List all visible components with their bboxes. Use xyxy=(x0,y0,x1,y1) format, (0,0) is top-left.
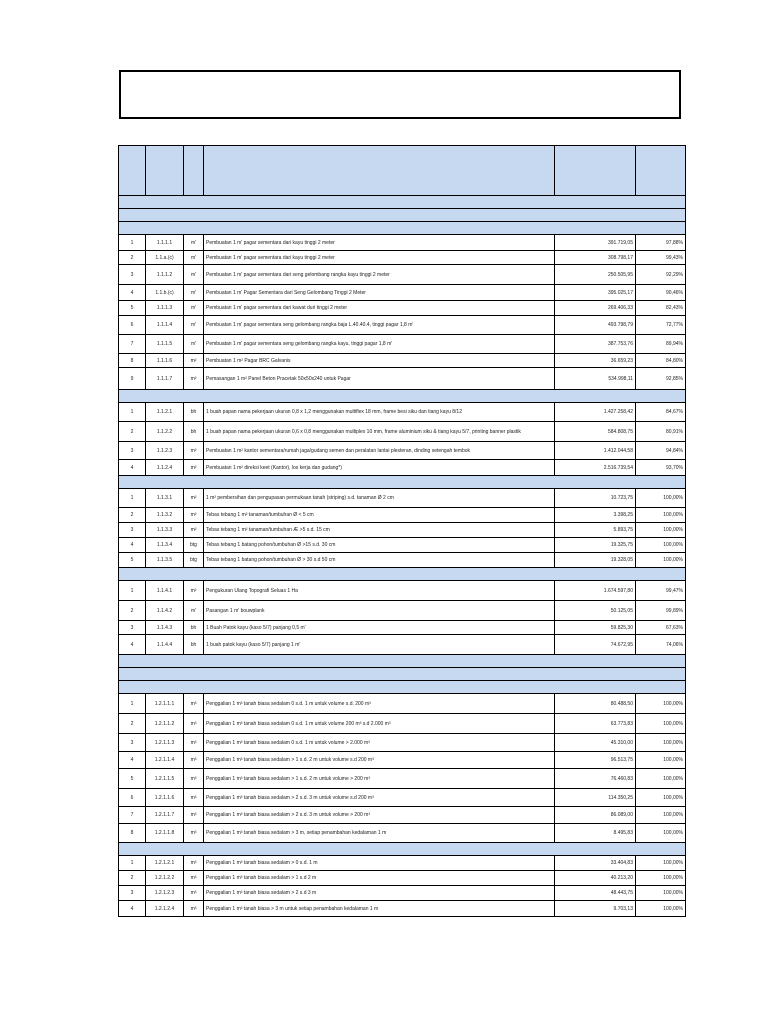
table-row xyxy=(119,769,686,789)
cell-price: 1.412.044,58 xyxy=(555,442,636,460)
section-band-row xyxy=(119,222,686,235)
cell-percent: 100,00% xyxy=(636,489,686,508)
cell-code: 1.2.1.1.6 xyxy=(146,789,184,807)
cell-code: 1.1.2.1 xyxy=(146,403,184,422)
cell-no: 2 xyxy=(119,422,146,442)
cell-description: Pemasangan 1 m² Panel Beton Pracetak 50x50x240 untuk Pagar xyxy=(204,368,555,390)
cell-percent: 72,77% xyxy=(636,316,686,335)
cell-percent: 100,00% xyxy=(636,789,686,807)
cell-percent: 84,80% xyxy=(636,354,686,368)
cell-percent: 100,00% xyxy=(636,871,686,886)
cell-no: 4 xyxy=(119,285,146,301)
cell-unit: m² xyxy=(184,442,204,460)
section-band-cell xyxy=(119,568,686,581)
table-row xyxy=(119,442,686,460)
cell-price: 1.427.258,42 xyxy=(555,403,636,422)
cell-description: Penggalian 1 m³ tanah biasa sedalam 0 s.d. 1 m untuk volume 200 m³ s.d 2.000 m³ xyxy=(204,714,555,734)
cell-no: 2 xyxy=(119,871,146,886)
cell-unit: m² xyxy=(184,489,204,508)
cell-price: 45.310,00 xyxy=(555,734,636,752)
cell-code: 1.1.3.2 xyxy=(146,508,184,523)
header-cell-no xyxy=(119,146,146,196)
cell-code: 1.2.1.2.2 xyxy=(146,871,184,886)
cell-unit: btg xyxy=(184,538,204,553)
table-row xyxy=(119,789,686,807)
cell-percent: 100,00% xyxy=(636,553,686,568)
cell-no: 3 xyxy=(119,523,146,538)
cell-no: 1 xyxy=(119,403,146,422)
section-band-row xyxy=(119,655,686,668)
cell-unit: m' xyxy=(184,601,204,621)
cell-unit: m³ xyxy=(184,769,204,789)
cell-price: 33.404,83 xyxy=(555,856,636,871)
table-row xyxy=(119,316,686,335)
table-row xyxy=(119,807,686,824)
table-row xyxy=(119,694,686,714)
section-band-cell xyxy=(119,655,686,668)
cell-unit: btg xyxy=(184,553,204,568)
cell-unit: m' xyxy=(184,251,204,265)
cell-unit: m³ xyxy=(184,901,204,917)
cell-description: 1 buah papan nama pekerjaan ukuran 0,6 x 0,8 menggunakan multiplex 10 mm, frame aluminium siku & tiang kayu 5/7, printing banner plastik xyxy=(204,422,555,442)
cell-percent: 100,00% xyxy=(636,694,686,714)
cell-no: 5 xyxy=(119,553,146,568)
section-band-row xyxy=(119,390,686,403)
cell-percent: 67,63% xyxy=(636,621,686,635)
cell-unit: m³ xyxy=(184,807,204,824)
section-band-row xyxy=(119,568,686,581)
table-row xyxy=(119,621,686,635)
cell-percent: 100,00% xyxy=(636,508,686,523)
cell-no: 1 xyxy=(119,581,146,601)
price-table xyxy=(118,145,686,917)
cell-code: 1.1.1.7 xyxy=(146,368,184,390)
cell-price: 19.328,05 xyxy=(555,553,636,568)
cell-code: 1.1.3.5 xyxy=(146,553,184,568)
cell-no: 4 xyxy=(119,635,146,655)
cell-price: 493.798,79 xyxy=(555,316,636,335)
cell-unit: m² xyxy=(184,354,204,368)
section-band-cell xyxy=(119,390,686,403)
cell-price: 114.350,25 xyxy=(555,789,636,807)
cell-unit: bh xyxy=(184,422,204,442)
cell-no: 3 xyxy=(119,265,146,285)
cell-no: 2 xyxy=(119,251,146,265)
cell-code: 1.1.2.2 xyxy=(146,422,184,442)
section-band-cell xyxy=(119,681,686,694)
cell-code: 1.1.1.3 xyxy=(146,301,184,316)
cell-description: Pasangan 1 m' bouwplank xyxy=(204,601,555,621)
cell-no: 7 xyxy=(119,335,146,354)
table-row xyxy=(119,335,686,354)
cell-price: 250.505,95 xyxy=(555,265,636,285)
cell-description: Penggalian 1 m³ tanah biasa sedalam > 1 s.d. 2 m untuk volume s.d 200 m³ xyxy=(204,752,555,769)
cell-code: 1.1.b.(c) xyxy=(146,285,184,301)
cell-unit: m² xyxy=(184,508,204,523)
cell-code: 1.1.4.2 xyxy=(146,601,184,621)
cell-no: 6 xyxy=(119,789,146,807)
cell-price: 80.488,50 xyxy=(555,694,636,714)
cell-price: 36.659,23 xyxy=(555,354,636,368)
cell-price: 1.674.597,80 xyxy=(555,581,636,601)
cell-no: 4 xyxy=(119,901,146,917)
cell-no: 4 xyxy=(119,538,146,553)
cell-code: 1.2.1.1.3 xyxy=(146,734,184,752)
cell-percent: 97,88% xyxy=(636,235,686,251)
cell-unit: m³ xyxy=(184,734,204,752)
table-row xyxy=(119,601,686,621)
cell-no: 3 xyxy=(119,621,146,635)
cell-percent: 94,84% xyxy=(636,442,686,460)
table-row xyxy=(119,301,686,316)
cell-price: 584.808,75 xyxy=(555,422,636,442)
cell-percent: 100,00% xyxy=(636,523,686,538)
header-cell-percent xyxy=(636,146,686,196)
cell-percent: 90,46% xyxy=(636,285,686,301)
cell-price: 3.398,25 xyxy=(555,508,636,523)
table-row xyxy=(119,714,686,734)
table-row xyxy=(119,734,686,752)
table-row xyxy=(119,354,686,368)
cell-no: 1 xyxy=(119,235,146,251)
cell-unit: m² xyxy=(184,523,204,538)
section-band-cell xyxy=(119,843,686,856)
cell-description: Tebas tebang 1 m² tanaman/tumbuhan Ø < 5 cm xyxy=(204,508,555,523)
section-band-cell xyxy=(119,209,686,222)
cell-no: 2 xyxy=(119,714,146,734)
cell-description: Pembuatan 1 m² direksi keet (Kantor), los kerja dan gudang*) xyxy=(204,460,555,476)
table-row xyxy=(119,265,686,285)
cell-unit: m' xyxy=(184,335,204,354)
table-row xyxy=(119,251,686,265)
cell-percent: 100,00% xyxy=(636,734,686,752)
cell-description: Pembuatan 1 m² Pagar BRC Galvanis xyxy=(204,354,555,368)
cell-price: 86.089,00 xyxy=(555,807,636,824)
cell-price: 48.443,75 xyxy=(555,886,636,901)
cell-percent: 84,67% xyxy=(636,403,686,422)
cell-description: Pembuatan 1 m' pagar sementara dari seng gelombang rangka kayu tinggi 2 meter xyxy=(204,265,555,285)
cell-description: 1 Buah Patok kayu (kaso 5/7) panjang 0,5 m' xyxy=(204,621,555,635)
cell-description: 1 buah patok kayu (kaso 5/7) panjang 1 m' xyxy=(204,635,555,655)
table-row xyxy=(119,489,686,508)
section-band-cell xyxy=(119,668,686,681)
cell-price: 391.719,05 xyxy=(555,235,636,251)
cell-percent: 89,94% xyxy=(636,335,686,354)
header-cell-code xyxy=(146,146,184,196)
cell-unit: m' xyxy=(184,301,204,316)
cell-description: Penggalian 1 m³ tanah biasa sedalam > 0 s.d. 1 m xyxy=(204,856,555,871)
cell-unit: m³ xyxy=(184,694,204,714)
cell-code: 1.1.1.4 xyxy=(146,316,184,335)
cell-unit: bh xyxy=(184,621,204,635)
cell-percent: 100,00% xyxy=(636,856,686,871)
cell-no: 1 xyxy=(119,856,146,871)
table-row xyxy=(119,508,686,523)
cell-price: 76.460,83 xyxy=(555,769,636,789)
cell-description: Tebas tebang 1 batang pohon/tumbuhan Ø >15 s.d. 30 cm xyxy=(204,538,555,553)
section-band-row xyxy=(119,668,686,681)
table-row xyxy=(119,553,686,568)
cell-no: 8 xyxy=(119,824,146,843)
cell-percent: 82,43% xyxy=(636,301,686,316)
table-row xyxy=(119,285,686,301)
cell-no: 4 xyxy=(119,752,146,769)
section-band-cell xyxy=(119,222,686,235)
cell-code: 1.1.a.(c) xyxy=(146,251,184,265)
cell-no: 1 xyxy=(119,489,146,508)
cell-percent: 100,00% xyxy=(636,886,686,901)
cell-description: Penggalian 1 m³ tanah biasa sedalam > 3 m, setiap penambahan kedalaman 1 m xyxy=(204,824,555,843)
table-row xyxy=(119,635,686,655)
cell-percent: 99,47% xyxy=(636,581,686,601)
cell-price: 387.753,76 xyxy=(555,335,636,354)
cell-code: 1.1.3.1 xyxy=(146,489,184,508)
cell-price: 50.125,05 xyxy=(555,601,636,621)
cell-code: 1.2.1.2.1 xyxy=(146,856,184,871)
table-row xyxy=(119,871,686,886)
cell-unit: m' xyxy=(184,235,204,251)
table-row xyxy=(119,422,686,442)
cell-code: 1.1.4.1 xyxy=(146,581,184,601)
cell-description: Penggalian 1 m³ tanah biasa sedalam > 2 s.d 3 m xyxy=(204,886,555,901)
cell-percent: 99,43% xyxy=(636,251,686,265)
cell-price: 8.495,83 xyxy=(555,824,636,843)
cell-no: 8 xyxy=(119,354,146,368)
cell-unit: m³ xyxy=(184,714,204,734)
cell-no: 1 xyxy=(119,694,146,714)
cell-description: 1 m² pembersihan dan pengupasan permukaan tanah (striping) s.d. tanaman Ø 2 cm xyxy=(204,489,555,508)
cell-no: 6 xyxy=(119,316,146,335)
cell-no: 9 xyxy=(119,368,146,390)
table-row xyxy=(119,856,686,871)
cell-description: Penggalian 1 m³ tanah biasa sedalam > 1 s.d 2 m xyxy=(204,871,555,886)
cell-percent: 100,00% xyxy=(636,769,686,789)
cell-unit: m² xyxy=(184,460,204,476)
cell-price: 10.723,75 xyxy=(555,489,636,508)
cell-no: 2 xyxy=(119,601,146,621)
cell-price: 59.825,30 xyxy=(555,621,636,635)
cell-percent: 100,00% xyxy=(636,824,686,843)
cell-price: 395.025,17 xyxy=(555,285,636,301)
cell-no: 3 xyxy=(119,734,146,752)
cell-description: Tebas tebang 1 batang pohon/tumbuhan Ø > 30 s.d 50 cm xyxy=(204,553,555,568)
section-band-cell xyxy=(119,196,686,209)
section-band-row xyxy=(119,196,686,209)
cell-code: 1.1.4.3 xyxy=(146,621,184,635)
cell-unit: bh xyxy=(184,635,204,655)
cell-price: 269.406,33 xyxy=(555,301,636,316)
cell-code: 1.1.1.6 xyxy=(146,354,184,368)
table-row xyxy=(119,403,686,422)
cell-code: 1.1.1.2 xyxy=(146,265,184,285)
cell-code: 1.1.3.3 xyxy=(146,523,184,538)
cell-price: 2.516.739,54 xyxy=(555,460,636,476)
cell-code: 1.1.2.3 xyxy=(146,442,184,460)
cell-percent: 100,00% xyxy=(636,752,686,769)
cell-unit: m³ xyxy=(184,886,204,901)
cell-unit: m³ xyxy=(184,789,204,807)
cell-unit: m³ xyxy=(184,856,204,871)
cell-unit: m² xyxy=(184,581,204,601)
cell-code: 1.2.1.1.2 xyxy=(146,714,184,734)
header-cell-unit xyxy=(184,146,204,196)
cell-description: Pembuatan 1 m² kantor sementara/rumah jaga/gudang semen dan peralatan lantai plesteran, dinding setengah tembok xyxy=(204,442,555,460)
table-row xyxy=(119,886,686,901)
cell-description: Penggalian 1 m³ tanah biasa sedalam > 1 s.d. 2 m untuk volume > 200 m³ xyxy=(204,769,555,789)
table-row xyxy=(119,581,686,601)
cell-percent: 92,85% xyxy=(636,368,686,390)
cell-unit: m' xyxy=(184,316,204,335)
table-row xyxy=(119,523,686,538)
cell-unit: m' xyxy=(184,265,204,285)
cell-code: 1.2.1.1.4 xyxy=(146,752,184,769)
cell-price: 74.672,95 xyxy=(555,635,636,655)
cell-no: 3 xyxy=(119,442,146,460)
cell-price: 19.325,75 xyxy=(555,538,636,553)
cell-no: 2 xyxy=(119,508,146,523)
cell-price: 63.773,83 xyxy=(555,714,636,734)
section-band-cell xyxy=(119,476,686,489)
cell-description: Pembuatan 1 m' Pagar Sementara dari Seng Gelombang Tinggi 2 Meter xyxy=(204,285,555,301)
header-cell-price xyxy=(555,146,636,196)
table-row xyxy=(119,460,686,476)
document-title-box xyxy=(119,70,681,119)
cell-description: Pembuatan 1 m' pagar sementara dari kawat duri tinggi 2 meter xyxy=(204,301,555,316)
section-band-row xyxy=(119,476,686,489)
cell-description: Penggalian 1 m³ tanah biasa sedalam 0 s.d. 1 m untuk volume s.d. 200 m³ xyxy=(204,694,555,714)
cell-description: Pembuatan 1 m' pagar sementara dari kayu tinggi 2 meter xyxy=(204,251,555,265)
cell-price: 534.998,11 xyxy=(555,368,636,390)
cell-price: 5.893,75 xyxy=(555,523,636,538)
cell-percent: 80,91% xyxy=(636,422,686,442)
cell-percent: 93,70% xyxy=(636,460,686,476)
cell-price: 96.513,75 xyxy=(555,752,636,769)
cell-price: 40.213,20 xyxy=(555,871,636,886)
cell-description: Pembuatan 1 m' pagar sementara dari kayu tinggi 2 meter xyxy=(204,235,555,251)
cell-description: Pembuatan 1 m' pagar sementara seng gelombang rangka baja L.40.40.4, tinggi pagar 1,8 m' xyxy=(204,316,555,335)
table-row xyxy=(119,824,686,843)
cell-description: Pengukuran Ulang Topografi Seluas 1 Ha xyxy=(204,581,555,601)
cell-code: 1.2.1.1.1 xyxy=(146,694,184,714)
cell-description: Penggalian 1 m³ tanah biasa sedalam 0 s.d. 1 m untuk volume > 2.000 m³ xyxy=(204,734,555,752)
table-header-row xyxy=(119,146,686,196)
cell-code: 1.2.1.2.4 xyxy=(146,901,184,917)
table-row xyxy=(119,368,686,390)
cell-no: 3 xyxy=(119,886,146,901)
cell-description: Tebas tebang 1 m² tanaman/tumbuhan Æ >5 s.d. 15 cm xyxy=(204,523,555,538)
cell-code: 1.1.3.4 xyxy=(146,538,184,553)
header-cell-description xyxy=(204,146,555,196)
cell-percent: 100,00% xyxy=(636,807,686,824)
section-band-row xyxy=(119,681,686,694)
cell-no: 7 xyxy=(119,807,146,824)
cell-price: 9.703,13 xyxy=(555,901,636,917)
table-row xyxy=(119,901,686,917)
cell-description: Penggalian 1 m³ tanah biasa > 3 m untuk setiap penambahan kedalaman 1 m xyxy=(204,901,555,917)
cell-unit: m³ xyxy=(184,871,204,886)
cell-description: Penggalian 1 m³ tanah biasa sedalam > 2 s.d. 3 m untuk volume > 200 m³ xyxy=(204,807,555,824)
cell-unit: bh xyxy=(184,403,204,422)
cell-price: 308.798,17 xyxy=(555,251,636,265)
cell-code: 1.1.1.5 xyxy=(146,335,184,354)
cell-unit: m' xyxy=(184,285,204,301)
table-row xyxy=(119,538,686,553)
cell-code: 1.2.1.1.5 xyxy=(146,769,184,789)
price-table-body xyxy=(119,146,686,917)
cell-description: Penggalian 1 m³ tanah biasa sedalam > 2 s.d. 3 m untuk volume s.d 200 m³ xyxy=(204,789,555,807)
cell-code: 1.1.2.4 xyxy=(146,460,184,476)
cell-no: 5 xyxy=(119,769,146,789)
cell-percent: 74,06% xyxy=(636,635,686,655)
section-band-row xyxy=(119,843,686,856)
section-band-row xyxy=(119,209,686,222)
table-row xyxy=(119,752,686,769)
cell-no: 5 xyxy=(119,301,146,316)
cell-description: 1 buah papan nama pekerjaan ukuran 0,8 x 1,2 menggunakan multiflex 18 mm, frame besi siku dan tiang kayu 8/12 xyxy=(204,403,555,422)
cell-code: 1.1.4.4 xyxy=(146,635,184,655)
cell-percent: 99,89% xyxy=(636,601,686,621)
cell-no: 4 xyxy=(119,460,146,476)
cell-percent: 92,29% xyxy=(636,265,686,285)
cell-unit: m² xyxy=(184,368,204,390)
cell-description: Pembuatan 1 m' pagar sementara seng gelombang rangka kayu, tinggi pagar 1,8 m' xyxy=(204,335,555,354)
cell-code: 1.2.1.1.8 xyxy=(146,824,184,843)
table-row xyxy=(119,235,686,251)
cell-percent: 100,00% xyxy=(636,901,686,917)
cell-percent: 100,00% xyxy=(636,714,686,734)
cell-unit: m³ xyxy=(184,752,204,769)
cell-code: 1.2.1.2.3 xyxy=(146,886,184,901)
cell-code: 1.2.1.1.7 xyxy=(146,807,184,824)
cell-unit: m³ xyxy=(184,824,204,843)
cell-percent: 100,00% xyxy=(636,538,686,553)
cell-code: 1.1.1.1 xyxy=(146,235,184,251)
